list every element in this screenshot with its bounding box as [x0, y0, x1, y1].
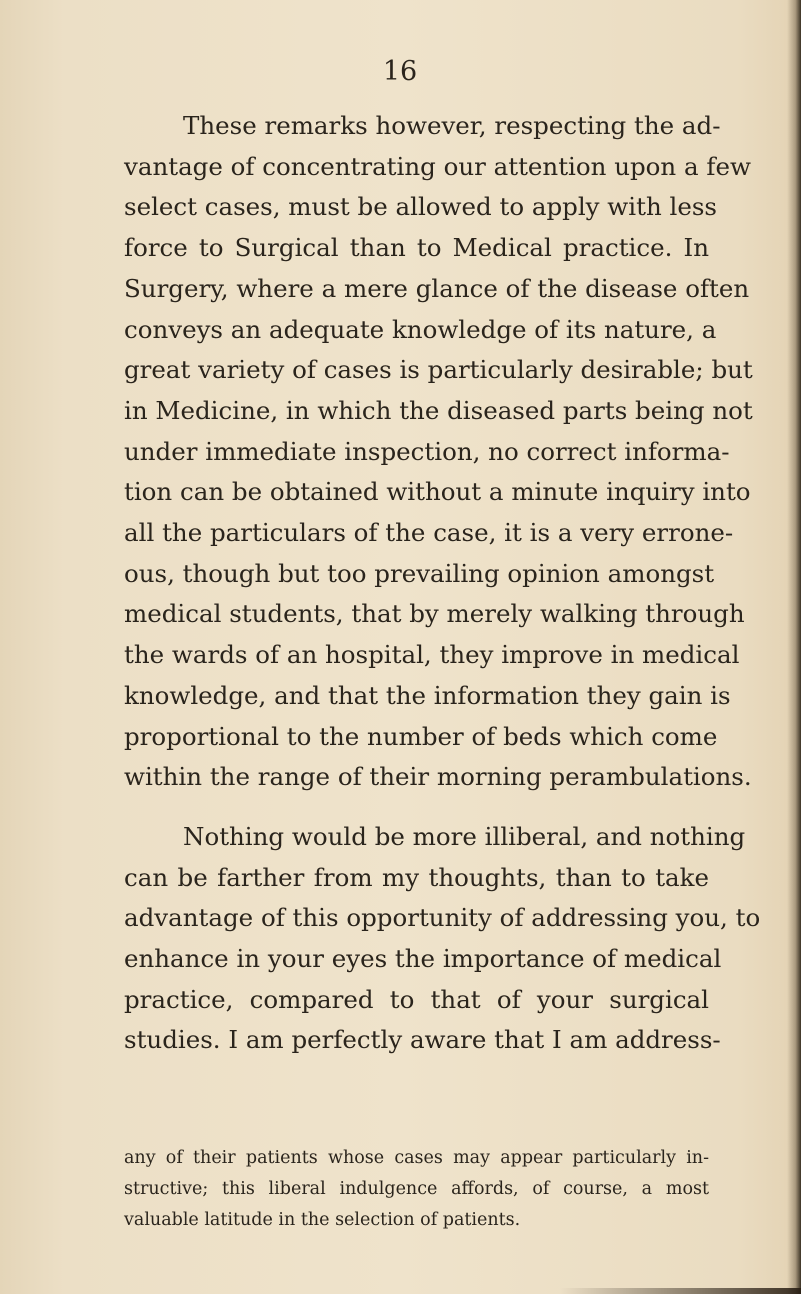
page-bottom-edge	[560, 1288, 801, 1294]
text-line: all the particulars of the case, it is a very errone-	[124, 518, 734, 548]
text-line: Surgery, where a mere glance of the disease often	[124, 273, 750, 303]
text-line: in Medicine, in which the diseased parts being not	[124, 395, 753, 425]
paragraph-2	[124, 817, 761, 1061]
text-line: tion can be obtained without a minute inquiry into	[124, 477, 751, 507]
text-line: Nothing would be more illiberal, and nothing	[183, 821, 746, 851]
text-line: great variety of cases is particularly desirable; but	[124, 355, 753, 385]
text-line: enhance in your eyes the importance of medical	[124, 944, 722, 974]
paragraph-1	[124, 106, 753, 798]
text-line: vantage of concentrating our attention upon a few	[124, 151, 751, 181]
text-line: medical students, that by merely walking through	[124, 599, 745, 629]
text-line: can be farther from my thoughts, than to take	[124, 862, 709, 892]
text-line: within the range of their morning perambulations.	[124, 762, 752, 792]
text-line: select cases, must be allowed to apply with less	[124, 192, 717, 222]
text-line: force to Surgical than to Medical practice. In	[124, 233, 709, 263]
main-text	[124, 106, 761, 1061]
page-number: 16	[382, 56, 418, 87]
text-line: the wards of an hospital, they improve in medical	[124, 640, 740, 670]
footnote-line: any of their patients whose cases may appear particularly in-	[124, 1148, 709, 1168]
text-line: practice, compared to that of your surgical	[124, 984, 709, 1014]
text-line: ous, though but too prevailing opinion amongst	[124, 558, 715, 588]
text-line: studies. I am perfectly aware that I am address-	[124, 1025, 721, 1055]
text-line: knowledge, and that the information they gain is	[124, 680, 731, 710]
footnote-line: structive; this liberal indulgence affords, of course, a most	[124, 1179, 709, 1199]
footnote	[124, 1143, 709, 1236]
page-edge-shadow	[787, 0, 801, 1294]
text-line: under immediate inspection, no correct informa-	[124, 436, 730, 466]
footnote-line: valuable latitude in the selection of patients.	[124, 1210, 521, 1230]
text-line: These remarks however, respecting the ad-	[183, 111, 721, 140]
text-line: conveys an adequate knowledge of its nature, a	[124, 314, 717, 344]
text-line: proportional to the number of beds which come	[124, 721, 718, 751]
text-line: advantage of this opportunity of addressing you, to	[124, 903, 761, 933]
